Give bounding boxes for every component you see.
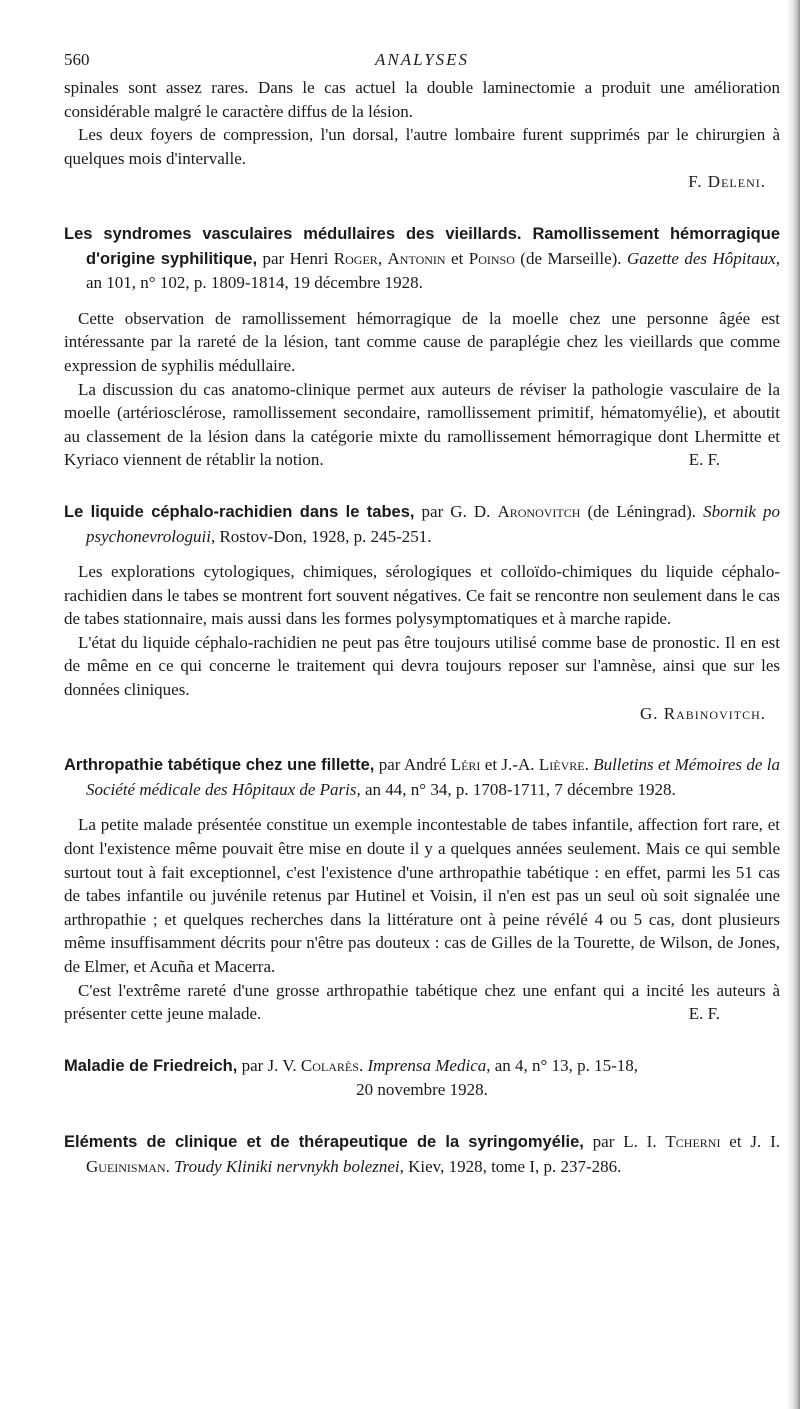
page-edge-shadow (786, 0, 800, 1409)
intro-signature: F. Deleni. (688, 172, 766, 192)
article-1-paragraph-2: La discussion du cas anatomo-clinique permet aux auteurs de réviser la pathologie vasculaire de la moelle (artériosclérose, ramollissement secondaire, ramollissement primitif, hématomyélie), et aboutit au classement de la lésion dans la catégorie mixte du ramollissement hémorragique dont Lhermitte et Kyriaco viennent de rétablir la notion. E. F. (64, 378, 780, 472)
journal-page (64, 50, 780, 1178)
article-1-signature: E. F. (688, 450, 720, 470)
article-4-citation: , an 4, n° 13, p. 15-18, (486, 1055, 639, 1075)
article-1-paragraph-1: Cette observation de ramollissement hémorragique de la moelle chez une personne âgée est intéressante par la rareté de la lésion, tant comme cause de paraplégie chez les vieillards que comme expression de syphilis médullaire. (64, 308, 780, 375)
article-2-title: Le liquide céphalo-rachidien dans le tabes, (64, 502, 415, 521)
article-5-reference: Eléments de clinique et de thérapeutique de la syringomyélie, par L. I. Tcherni et J. I. Gueinisman. Troudy Kliniki nervnykh boleznei, Kiev, 1928, tome I, p. 237-286. (64, 1131, 780, 1176)
article-4-journal: Imprensa Medica (367, 1055, 487, 1075)
article-3-title: Arthropathie tabétique chez une fillette, (64, 756, 375, 775)
article-2-signature: G. Rabinovitch. (639, 703, 766, 723)
article-1-journal: Gazette des Hôpitaux (627, 248, 776, 268)
article-4-title: Maladie de Friedreich, (64, 1056, 238, 1075)
article-5-title: Eléments de clinique et de thérapeutique de la syringomyélie, (64, 1132, 584, 1151)
article-1-citation: , an 101, n° 102, p. 1809-1814, 19 décembre 1928. (86, 248, 780, 293)
article-3-signature: E. F. (688, 1004, 720, 1024)
article-4-date: 20 novembre 1928. (356, 1080, 488, 1100)
article-2-paragraph-2: L'état du liquide céphalo-rachidien ne peut pas être toujours utilisé comme base de pronostic. Il en est de même en ce qui concerne le traitement qui devra toujours reposer sur l'amnèse, ainsi que sur les données cliniques. (64, 632, 780, 700)
article-3-author-1: Léri (450, 755, 481, 775)
intro-paragraph-1: spinales sont assez rares. Dans le cas actuel la double laminectomie a produit une amélioration considérable malgré le caractère diffus de la lésion. (64, 78, 780, 121)
article-3-paragraph-1: La petite malade présentée constitue un exemple incontestable de tabes infantile, affection fort rare, et dont l'existence même pouvait être mise en doute il y a quelques années seulement. Mais ce qui semble surtout tout à fait exceptionnel, c'est l'existence d'une arthropathie tabétique : en effet, parmi les 51 cas de tabes infantile ou juvénile retenus par Hutinel et Voisin, il n'en est pas un seul où soit signalée une arthropathie ; et quelques recherches dans la littérature ont à peine révélé 4 ou 5 cas, dont plusieurs même insuffisamment décrits pour n'être pas douteux : cas de Gilles de la Tourette, de Wilson, de Jones, de Elmer, et Acuña et Macerra. (64, 815, 780, 976)
article-1-author-1: Roger (333, 248, 378, 268)
article-5-citation: , Kiev, 1928, tome I, p. 237-286. (399, 1156, 622, 1176)
article-5-journal: Troudy Kliniki nervnykh boleznei (174, 1156, 400, 1176)
article-5-author-1: Tcherni (665, 1131, 721, 1151)
article-2-citation: , Rostov-Don, 1928, p. 245-251. (210, 526, 432, 546)
article-3-journal: Bulletins et Mémoires de la Société médicale des Hôpitaux de Paris (86, 755, 781, 799)
article-3-citation: , an 44, n° 34, p. 1708-1711, 7 décembre 1928. (356, 779, 676, 799)
article-1-author-3: Poinso (468, 248, 515, 268)
article-3-author-2: Lièvre (538, 755, 585, 775)
article-2-paragraph-1: Les explorations cytologiques, chimiques, sérologiques et colloïdo-chimiques du liquide céphalo-rachidien dans le tabes se montrent fort souvent négatives. Ce fait se rencontre non seulement dans le cas de tabes stationnaire, mais aussi dans les formes polysymptomatiques et à marche rapide. (64, 562, 780, 629)
article-1-reference: Les syndromes vasculaires médullaires des vieillards. Ramollissement hémorragique d'origine syphilitique, par Henri Roger, Antonin et Poinso (de Marseille). Gazette des Hôpitaux, an 101, n° 102, p. 1809-1814, 19 décembre 1928. (64, 224, 780, 293)
article-5-author-2: Gueinisman (86, 1156, 166, 1176)
article-1-author-2: Antonin (387, 248, 446, 268)
article-3-reference: Arthropathie tabétique chez une fillette, par André Léri et J.-A. Lièvre. Bulletins et Mémoires de la Société médicale des Hôpitaux de Paris, an 44, n° 34, p. 1708-1711, 7 décembre 1928. (64, 755, 781, 799)
page-number: 560 (64, 50, 90, 69)
article-4-reference: Maladie de Friedreich, par J. V. Colarès. Imprensa Medica, an 4, n° 13, p. 15-18, (64, 1055, 639, 1075)
article-2-author: Aronovitch (497, 501, 581, 521)
intro-paragraph-2: Les deux foyers de compression, l'un dorsal, l'autre lombaire furent supprimés par le chirurgien à quelques mois d'intervalle. (64, 125, 780, 168)
article-1-title: Les syndromes vasculaires médullaires des vieillards. Ramollissement hémorragique d'origine syphilitique, (64, 224, 780, 268)
page-header (64, 50, 780, 76)
article-3-paragraph-2: C'est l'extrême rareté d'une grosse arthropathie tabétique chez une enfant qui a incité les auteurs à présenter cette jeune malade. E. F. (64, 979, 780, 1026)
article-2-reference: Le liquide céphalo-rachidien dans le tabes, par G. D. Aronovitch (de Léningrad). Sbornik po psychonevrologuii, Rostov-Don, 1928, p. 245-251. (64, 501, 780, 546)
article-2-journal: Sbornik po psychonevrologuii (86, 501, 780, 546)
article-4-author: Colarès (300, 1055, 359, 1075)
running-title: ANALYSES (374, 50, 470, 69)
